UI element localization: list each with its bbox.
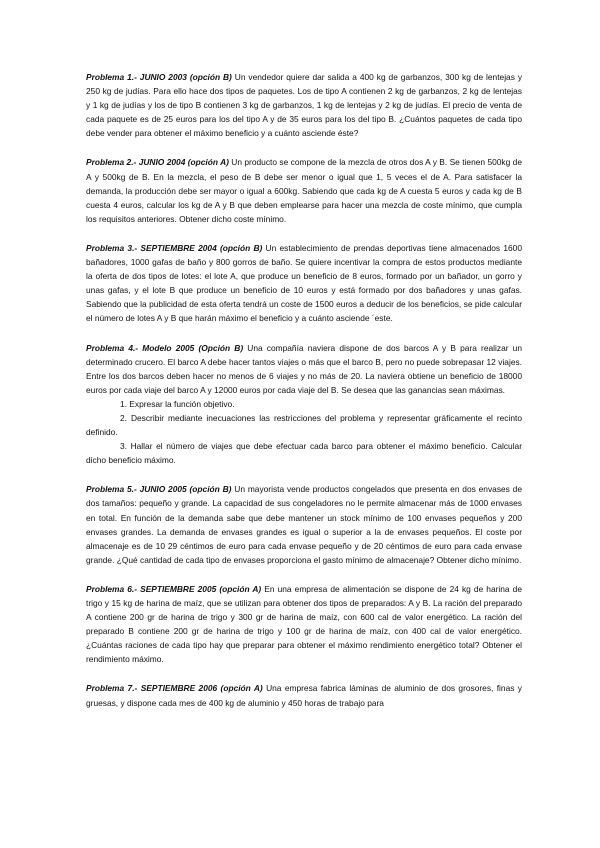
problem-7 — [86, 681, 522, 709]
problem-3-text: Un establecimiento de prendas deportivas tiene almacenados 1600 bañadores, 1000 gafas de baño y 800 gorros de baño. Se quiere incentivar la compra de estos productos mediante la oferta de dos tipos de lotes: el lote A, que produce un beneficio de 8 euros, formado por un bañador, un gorro y unas gafas, y el lote B que produce un beneficio de 10 euros y está formado por dos bañadores y unas gafas. Sabiendo que la publicidad de esta oferta tendrá un coste de 1500 euros a deducir de los beneficios, se pide calcular el número de lotes A y B que harán máximo el beneficio y a cuánto asciende ´este. — [86, 242, 522, 324]
problem-4 — [86, 341, 522, 468]
problem-6-text: En una empresa de alimentación se dispone de 24 kg de harina de trigo y 15 kg de harina de maíz, que se utilizan para obtener dos tipos de preparados: A y B. La ración del preparado A contiene 200 gr de harina de trigo y 300 gr de harina de maíz, con 600 cal de valor energético. La ración del preparado B contiene 200 gr de harina de trigo y 100 gr de harina de maíz, con 400 cal de valor energético. ¿Cuántas raciones de cada tipo hay que preparar para obtener el máximo rendimiento energético total? Obtener el rendimiento máximo. — [86, 583, 522, 665]
document-page — [86, 70, 522, 725]
problem-5-title: Problema 5.- JUNIO 2005 (opción B) — [86, 484, 232, 495]
problem-3-title: Problema 3.- SEPTIEMBRE 2004 (opción B) — [86, 242, 263, 253]
problem-2-title: Problema 2.- JUNIO 2004 (opción A) — [86, 157, 229, 168]
problem-1-text: Un vendedor quiere dar salida a 400 kg de garbanzos, 300 kg de lentejas y 250 kg de judías. Para ello hace dos tipos de paquetes. Los de tipo A contienen 2 kg de garbanzos, 2 kg de lentejas y 1 kg de judías y los de tipo B contienen 3 kg de garbanzos, 1 kg de lentejas y 2 kg de judías. El precio de venta de cada paquete es de 25 euros para los del tipo A y de 35 euros para los del tipo B. ¿Cuántos paquetes de cada tipo debe vender para obtener el máximo beneficio y a cuánto asciende éste? — [86, 72, 523, 139]
problem-6 — [86, 582, 522, 667]
problem-7-title: Problema 7.- SEPTIEMBRE 2006 (opción A) — [86, 683, 263, 694]
problem-1 — [86, 70, 522, 140]
problem-1-title: Problema 1.- JUNIO 2003 (opción B) — [86, 72, 232, 82]
problem-5 — [86, 482, 522, 567]
problem-4-item-3: 3. Hallar el número de viajes que debe efectuar cada barco para obtener el máximo beneficio. Calcular dicho beneficio máximo. — [86, 441, 522, 466]
problem-2 — [86, 155, 522, 225]
problem-4-items — [86, 397, 522, 467]
problem-4-item-2: 2. Describir mediante inecuaciones las restricciones del problema y representar gráficamente el recinto definido. — [86, 412, 522, 438]
problem-4-title: Problema 4.- Modelo 2005 (Opción B) — [86, 342, 244, 353]
problem-5-text: Un mayorista vende productos congelados que presenta en dos envases de dos tamaños: pequeño y grande. La capacidad de sus congeladores no le permite almacenar más de 1000 envases en total. En función de la demanda sabe que debe mantener un stock mínimo de 100 envases pequeños y 200 envases grandes. La demanda de envases grandes es igual o superior a la de envases pequeños. El coste por almacenaje es de 10 29 céntimos de euro para cada envase pequeño y de 20 céntimos de euro para cada envase grande. ¿Qué cantidad de cada tipo de envases proporciona el gasto mínimo de almacenaje? Obtener dicho mínimo. — [86, 484, 523, 565]
problem-7-text: Una empresa fabrica láminas de aluminio de dos grosores, finas y gruesas, y dispone cada mes de 400 kg de aluminio y 450 horas de trabajo para — [86, 683, 522, 708]
problem-6-title: Problema 6.- SEPTIEMBRE 2005 (opción A) — [86, 583, 262, 594]
problem-3 — [86, 241, 522, 326]
problem-2-text: Un producto se compone de la mezcla de otros dos A y B. Se tienen 500kg de A y 500kg de B. En la mezcla, el peso de B debe ser menor o igual que 1, 5 veces el de A. Para satisfacer la demanda, la producción debe ser mayor o igual a 600kg. Sabiendo que cada kg de A cuesta 5 euros y cada kg de B cuesta 4 euros, calcular los kg de A y B que deben emplearse para hacer una mezcla de coste mínimo, que cumpla los requisitos anteriores. Obtener dicho coste mínimo. — [86, 157, 522, 224]
problem-4-text: Una compañía naviera dispone de dos barcos A y B para realizar un determinado crucero. El barco A debe hacer tantos viajes o más que el barco B, pero no puede sobrepasar 12 viajes. Entre los dos barcos deben hacer no menos de 6 viajes y no más de 20. La naviera obtiene un beneficio de 18000 euros por cada viaje del barco A y 12000 euros por cada viaje del B. Se desea que las ganancias sean máximas. — [86, 342, 522, 395]
problem-4-item-1: 1. Expresar la función objetivo. — [120, 398, 235, 409]
